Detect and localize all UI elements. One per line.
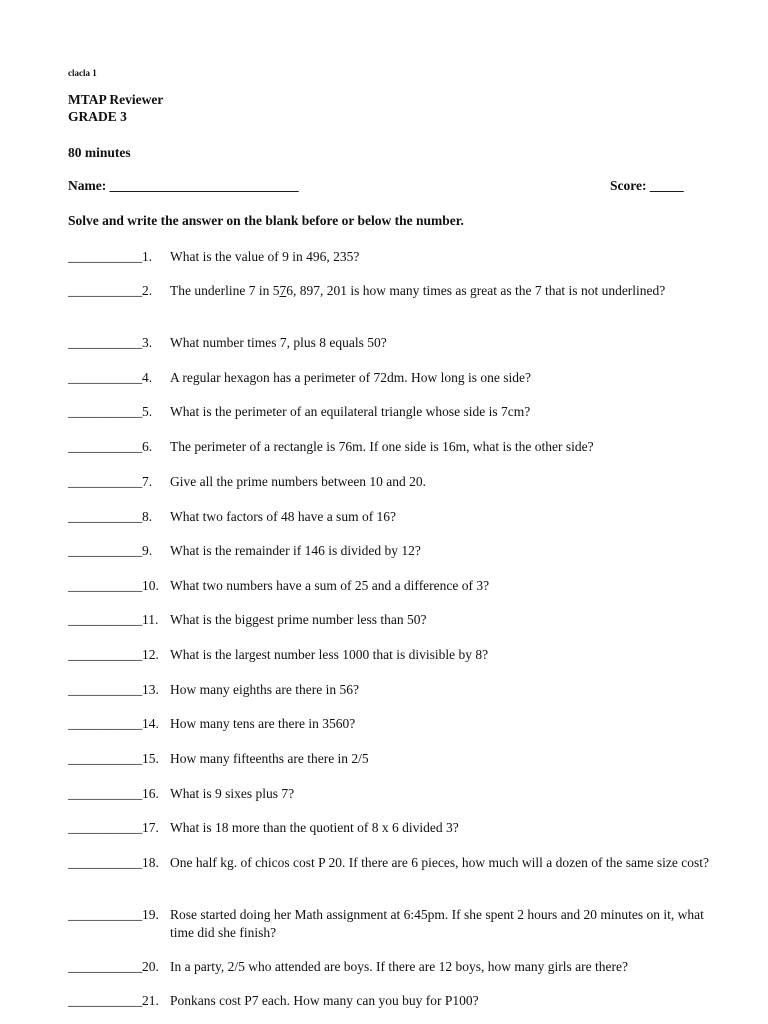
- question-text: Give all the prime numbers between 10 and 20.: [170, 474, 427, 489]
- answer-blank: ___________: [68, 612, 143, 627]
- question-number: 16.: [142, 786, 159, 801]
- question-text: One half kg. of chicos cost P 20. If there are 6 pieces, how much will a dozen of the same size cost?: [170, 855, 709, 870]
- question-number: 8.: [142, 509, 153, 524]
- question-text: What is the value of 9 in 496, 235?: [170, 249, 360, 264]
- header-tag: clacla 1: [68, 68, 97, 78]
- question-text-part: 6, 897, 201 is how many times as great as the 7 that is not underlined?: [286, 283, 666, 298]
- answer-blank: ___________: [68, 283, 143, 298]
- answer-blank: ___________: [68, 786, 143, 801]
- answer-blank: ___________: [68, 682, 143, 697]
- question-number: 10.: [142, 578, 159, 593]
- instructions: Solve and write the answer on the blank before or below the number.: [68, 213, 464, 228]
- question-text: Ponkans cost P7 each. How many can you buy for P100?: [170, 993, 479, 1008]
- answer-blank: ___________: [68, 855, 143, 870]
- question-number: 17.: [142, 820, 159, 835]
- question-text: How many eighths are there in 56?: [170, 682, 359, 697]
- question-number: 7.: [142, 474, 153, 489]
- title-line-1: MTAP Reviewer: [68, 92, 164, 107]
- question-text: What is the remainder if 146 is divided by 12?: [170, 543, 421, 558]
- question-number: 19.: [142, 907, 159, 922]
- question-number: 20.: [142, 959, 159, 974]
- question-text: What number times 7, plus 8 equals 50?: [170, 335, 387, 350]
- question-number: 14.: [142, 716, 159, 731]
- question-text: What is 9 sixes plus 7?: [170, 786, 295, 801]
- duration: 80 minutes: [68, 145, 131, 160]
- answer-blank: ___________: [68, 335, 143, 350]
- question-number: 1.: [142, 249, 153, 264]
- answer-blank: ___________: [68, 509, 143, 524]
- question-number: 15.: [142, 751, 159, 766]
- question-text: What is the perimeter of an equilateral triangle whose side is 7cm?: [170, 404, 531, 419]
- question-text: The perimeter of a rectangle is 76m. If one side is 16m, what is the other side?: [170, 439, 594, 454]
- question-text: What two numbers have a sum of 25 and a difference of 3?: [170, 578, 490, 593]
- question-text-part: The underline 7 in 5: [170, 283, 280, 298]
- question-text: What two factors of 48 have a sum of 16?: [170, 509, 397, 524]
- answer-blank: ___________: [68, 370, 143, 385]
- answer-blank: ___________: [68, 716, 143, 731]
- worksheet-title: [68, 91, 163, 125]
- answer-blank: ___________: [68, 474, 143, 489]
- title-line-2: GRADE 3: [68, 109, 127, 124]
- answer-blank: ___________: [68, 993, 143, 1008]
- question-number: 9.: [142, 543, 153, 558]
- answer-blank: ___________: [68, 959, 143, 974]
- question-text: What is the largest number less 1000 that is divisible by 8?: [170, 647, 489, 662]
- underlined-digit: 7: [279, 283, 287, 298]
- question-text: In a party, 2/5 who attended are boys. If there are 12 boys, how many girls are there?: [170, 959, 628, 974]
- answer-blank: ___________: [68, 578, 143, 593]
- score-field: Score: _____: [610, 178, 684, 193]
- answer-blank: ___________: [68, 647, 143, 662]
- question-text: How many fifteenths are there in 2/5: [170, 751, 369, 766]
- question-text: How many tens are there in 3560?: [170, 716, 356, 731]
- answer-blank: ___________: [68, 751, 143, 766]
- question-number: 12.: [142, 647, 159, 662]
- question-number: 2.: [142, 283, 153, 298]
- question-number: 21.: [142, 993, 159, 1008]
- question-number: 13.: [142, 682, 159, 697]
- question-text: [170, 282, 710, 300]
- question-number: 11.: [142, 612, 159, 627]
- question-number: 4.: [142, 370, 153, 385]
- answer-blank: ___________: [68, 907, 143, 922]
- question-number: 3.: [142, 335, 153, 350]
- answer-blank: ___________: [68, 439, 143, 454]
- question-text: What is the biggest prime number less than 50?: [170, 612, 427, 627]
- question-number: 18.: [142, 855, 159, 870]
- question-text: Rose started doing her Math assignment at 6:45pm. If she spent 2 hours and 20 minutes on it, what time did she finish?: [170, 907, 704, 940]
- question-number: 5.: [142, 404, 153, 419]
- answer-blank: ___________: [68, 249, 143, 264]
- question-text: A regular hexagon has a perimeter of 72dm. How long is one side?: [170, 370, 532, 385]
- answer-blank: ___________: [68, 543, 143, 558]
- answer-blank: ___________: [68, 820, 143, 835]
- question-text: What is 18 more than the quotient of 8 x 6 divided 3?: [170, 820, 459, 835]
- question-number: 6.: [142, 439, 153, 454]
- answer-blank: ___________: [68, 404, 143, 419]
- name-field: Name: ____________________________: [68, 178, 299, 193]
